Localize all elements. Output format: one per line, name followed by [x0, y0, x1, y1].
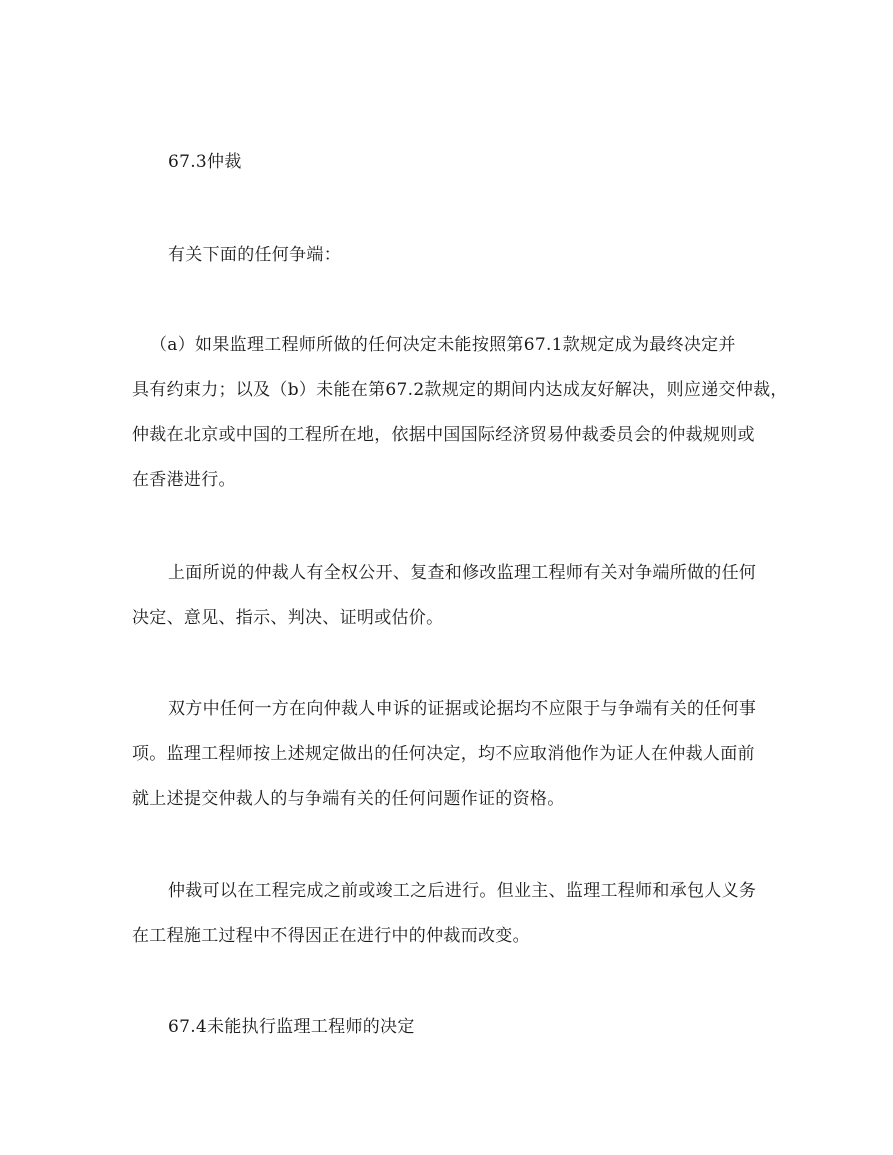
paragraph-a-line-2: 具有约束力；以及（b）未能在第67.2款规定的期间内达成友好解决，则应递交仲裁，	[132, 380, 788, 400]
timing-paragraph-line-1: 仲裁可以在工程完成之前或竣工之后进行。但业主、监理工程师和承包人义务	[168, 881, 757, 901]
intro-paragraph: 有关下面的任何争端：	[168, 245, 341, 265]
section-heading-67-3: 67.3仲裁	[168, 152, 242, 172]
powers-paragraph-line-2: 决定、意见、指示、判决、证明或估价。	[132, 608, 444, 628]
powers-paragraph-line-1: 上面所说的仲裁人有全权公开、复查和修改监理工程师有关对争端所做的任何	[168, 563, 757, 583]
section-heading-67-4: 67.4未能执行监理工程师的决定	[168, 1017, 415, 1037]
evidence-paragraph-line-2: 项。监理工程师按上述规定做出的任何决定，均不应取消他作为证人在仲裁人面前	[132, 744, 755, 764]
timing-paragraph-line-2: 在工程施工过程中不得因正在进行中的仲裁而改变。	[132, 926, 530, 946]
evidence-paragraph-line-3: 就上述提交仲裁人的与争端有关的任何问题作证的资格。	[132, 789, 565, 809]
paragraph-a-line-3: 仲裁在北京或中国的工程所在地，依据中国国际经济贸易仲裁委员会的仲裁规则或	[132, 425, 755, 445]
evidence-paragraph-line-1: 双方中任何一方在向仲裁人申诉的证据或论据均不应限于与争端有关的任何事	[168, 699, 757, 719]
paragraph-a-line-4: 在香港进行。	[132, 470, 236, 490]
paragraph-a-line-1: （a）如果监理工程师所做的任何决定未能按照第67.1款规定成为最终决定并	[150, 335, 736, 355]
